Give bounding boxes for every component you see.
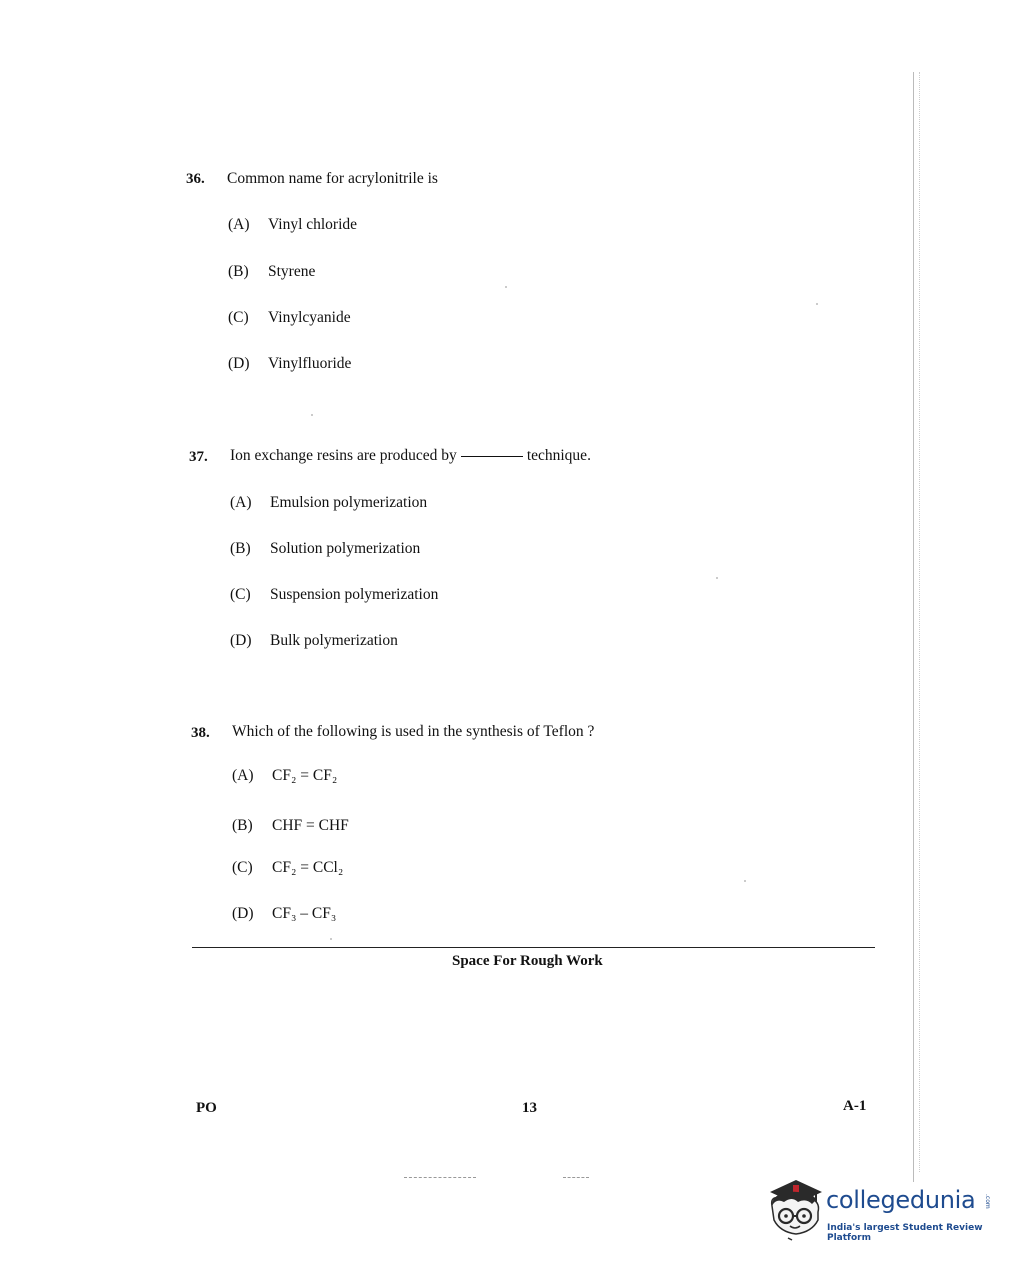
option-text: Emulsion polymerization	[270, 494, 428, 511]
question-36-option-d	[228, 355, 351, 373]
question-38-number: 38.	[191, 725, 210, 741]
rough-work-divider	[192, 947, 875, 948]
option-formula: CF₂ = CF₂	[272, 767, 338, 784]
option-label: (B)	[228, 263, 249, 280]
option-label: (A)	[230, 494, 252, 511]
option-formula: CF₃ – CF₃	[272, 905, 337, 922]
page-edge-line	[913, 72, 914, 1182]
question-38-option-b	[232, 817, 349, 835]
logo-tagline: India's largest Student Review Platform	[827, 1223, 983, 1243]
question-36-option-a	[228, 216, 357, 234]
scan-speck	[505, 286, 507, 288]
option-text: Suspension polymerization	[270, 586, 439, 603]
fill-in-blank	[461, 456, 523, 457]
option-label: (D)	[228, 355, 250, 372]
option-label: (C)	[230, 586, 251, 603]
option-label: (B)	[232, 817, 253, 834]
option-label: (D)	[230, 632, 252, 649]
booklet-code: A-1	[843, 1098, 867, 1114]
logo-wordmark: collegedunia	[826, 1186, 976, 1214]
question-38-text: Which of the following is used in the synthesis of Teflon ?	[232, 723, 595, 740]
scan-speck	[816, 303, 818, 305]
scan-mark	[563, 1177, 589, 1178]
option-label: (A)	[232, 767, 254, 784]
question-36-text: Common name for acrylonitrile is	[227, 170, 438, 187]
option-text: Vinylcyanide	[268, 309, 351, 326]
collegedunia-logo	[766, 1176, 996, 1246]
question-38-option-a	[232, 767, 337, 785]
scan-speck	[744, 880, 746, 882]
scan-mark	[404, 1177, 476, 1178]
question-37-option-b	[230, 540, 420, 558]
page-edge-dotted-line	[919, 72, 920, 1172]
option-text: Styrene	[268, 263, 316, 280]
rough-work-heading: Space For Rough Work	[452, 953, 603, 969]
option-label: (C)	[232, 859, 253, 876]
scan-speck	[716, 577, 718, 579]
page-number: 13	[522, 1100, 537, 1116]
option-label: (B)	[230, 540, 251, 557]
question-37-text-before: Ion exchange resins are produced by	[230, 447, 457, 464]
question-37-option-c	[230, 586, 438, 604]
question-36-number: 36.	[186, 171, 205, 187]
option-label: (D)	[232, 905, 254, 922]
option-label: (C)	[228, 309, 249, 326]
question-38-option-d	[232, 905, 336, 923]
logo-suffix: .com	[984, 1194, 991, 1209]
question-37-number: 37.	[189, 449, 208, 465]
option-text: Bulk polymerization	[270, 632, 398, 649]
option-text: Vinylfluoride	[268, 355, 352, 372]
scan-speck	[311, 414, 313, 416]
question-38-option-c	[232, 859, 343, 877]
footer-code: PO	[196, 1100, 217, 1116]
question-36-option-b	[228, 263, 315, 281]
mascot-icon	[766, 1176, 824, 1242]
question-37-option-d	[230, 632, 398, 650]
question-37-text	[230, 447, 591, 465]
option-text: Vinyl chloride	[268, 216, 358, 233]
option-text: Solution polymerization	[270, 540, 421, 557]
question-36-option-c	[228, 309, 351, 327]
option-formula: CF₂ = CCl₂	[272, 859, 344, 876]
question-37-text-after: technique.	[526, 447, 591, 464]
scan-speck	[330, 938, 332, 940]
option-label: (A)	[228, 216, 250, 233]
option-formula: CHF = CHF	[272, 817, 349, 834]
question-37-option-a	[230, 494, 427, 512]
